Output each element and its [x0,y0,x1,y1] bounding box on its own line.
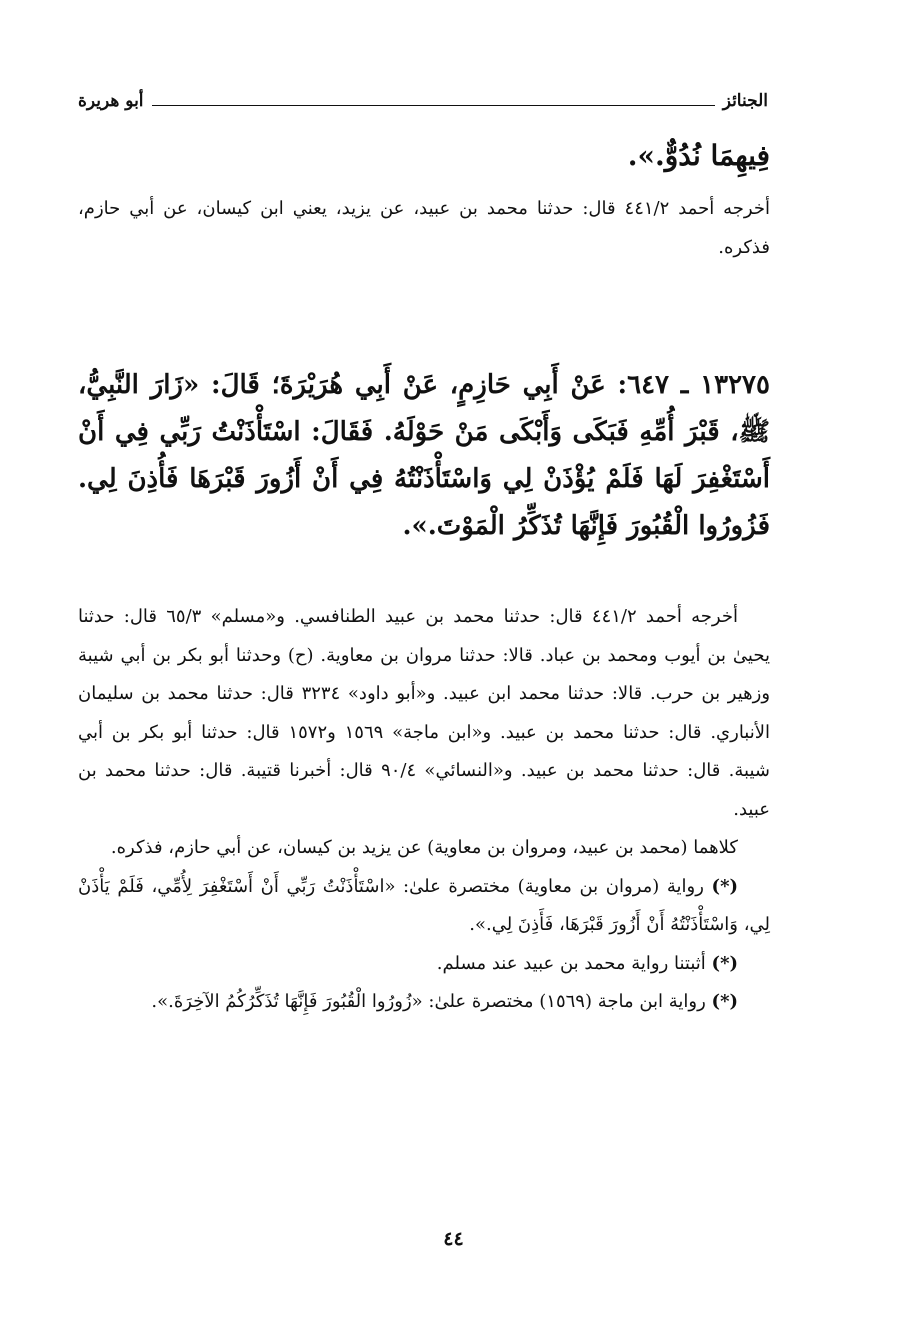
takhrij-paragraph: كلاهما (محمد بن عبيد، ومروان بن معاوية) عن يزيد بن كيسان، عن أبي حازم، فذكره. [110,837,738,858]
previous-hadith-ending: فِيهِمَا نُدُوٌّ.». [627,139,770,172]
hadith-isnad: : عَنْ أَبِي حَازِمٍ، عَنْ أَبِي هُرَيْرَةَ؛ قَالَ: [210,370,628,400]
hadith-number: ١٣٢٧٥ ـ ٦٤٧ [627,370,770,400]
takhrij-paragraph: أخرجه أحمد ٤٤١/٢ قال: حدثنا محمد بن عبيد الطنافسي. و«مسلم» ٦٥/٣ قال: حدثنا يحيىٰ بن أيوب ومحمد بن عباد. قالا: حدثنا مروان بن معاوية. (ح) وحدثنا أبو بكر بن أبي شيبة وزهير بن حرب. قالا: حدثنا محمد ابن عبيد. و«أبو داود» ٣٢٣٤ قال: حدثنا محمد بن سليمان الأنباري. قال: حدثنا محمد بن عبيد. و«ابن ماجة» ١٥٦٩ و١٥٧٢ قال: حدثنا أبو بكر بن أبي شيبة. قال: حدثنا محمد بن عبيد. و«النسائي» ٩٠/٤ قال: أخبرنا قتيبة. قال: حدثنا محمد بن عبيد. [78,606,771,820]
page-number: ٤٤ [443,1228,464,1250]
note-item [78,983,770,1022]
note-mark: (*) [711,952,738,974]
header-rule [152,105,715,106]
note-mark: (*) [711,991,738,1012]
chapter-title: الجنائز [722,91,768,111]
narrator-title: أبو هريرة [78,91,144,111]
takhrij-current [78,598,770,1022]
takhrij-paragraph: أخرجه أحمد ٤٤١/٢ قال: حدثنا محمد بن عبيد، عن يزيد، يعني ابن كيسان، عن أبي حازم، فذكره. [78,198,770,258]
note-text: أثبتنا رواية محمد بن عبيد عند مسلم. [436,952,706,974]
note-text: رواية (مروان بن معاوية) مختصرة علىٰ: «اسْتَأْذَنْتُ رَبِّي أَنْ أَسْتَغْفِرَ لِأُمِّي، فَلَمْ يَأْذَنْ لِي، وَاسْتَأْذَنْتُهُ أَنْ أَزُورَ قَبْرَهَا، فَأَذِنَ لِي.». [78,875,770,935]
takhrij-previous [78,190,770,267]
note-item [78,868,770,945]
hadith-matn: «زَارَ النَّبِيُّ، ﷺ، قَبْرَ أُمِّهِ فَبَكَى وَأَبْكَى مَنْ حَوْلَهُ. فَقَالَ: اسْتَأْذَنْتُ رَبِّي فِي أَنْ أَسْتَغْفِرَ لَهَا فَلَمْ يُؤْذَنْ لِي وَاسْتَأْذَنْتُهُ فِي أَنْ أَزُورَ قَبْرَهَا فَأُذِنَ لِي. فَزُورُوا الْقُبُورَ فَإِنَّهَا تُذَكِّرُ الْمَوْتَ.». [78,370,770,541]
hadith-text [78,362,770,550]
note-item [78,945,770,984]
note-text: رواية ابن ماجة (١٥٦٩) مختصرة علىٰ: «زُورُوا الْقُبُورَ فَإِنَّهَا تُذَكِّرُكُمُ الآخِرَةَ.». [151,991,706,1012]
running-header [78,86,768,116]
note-mark: (*) [711,875,738,897]
